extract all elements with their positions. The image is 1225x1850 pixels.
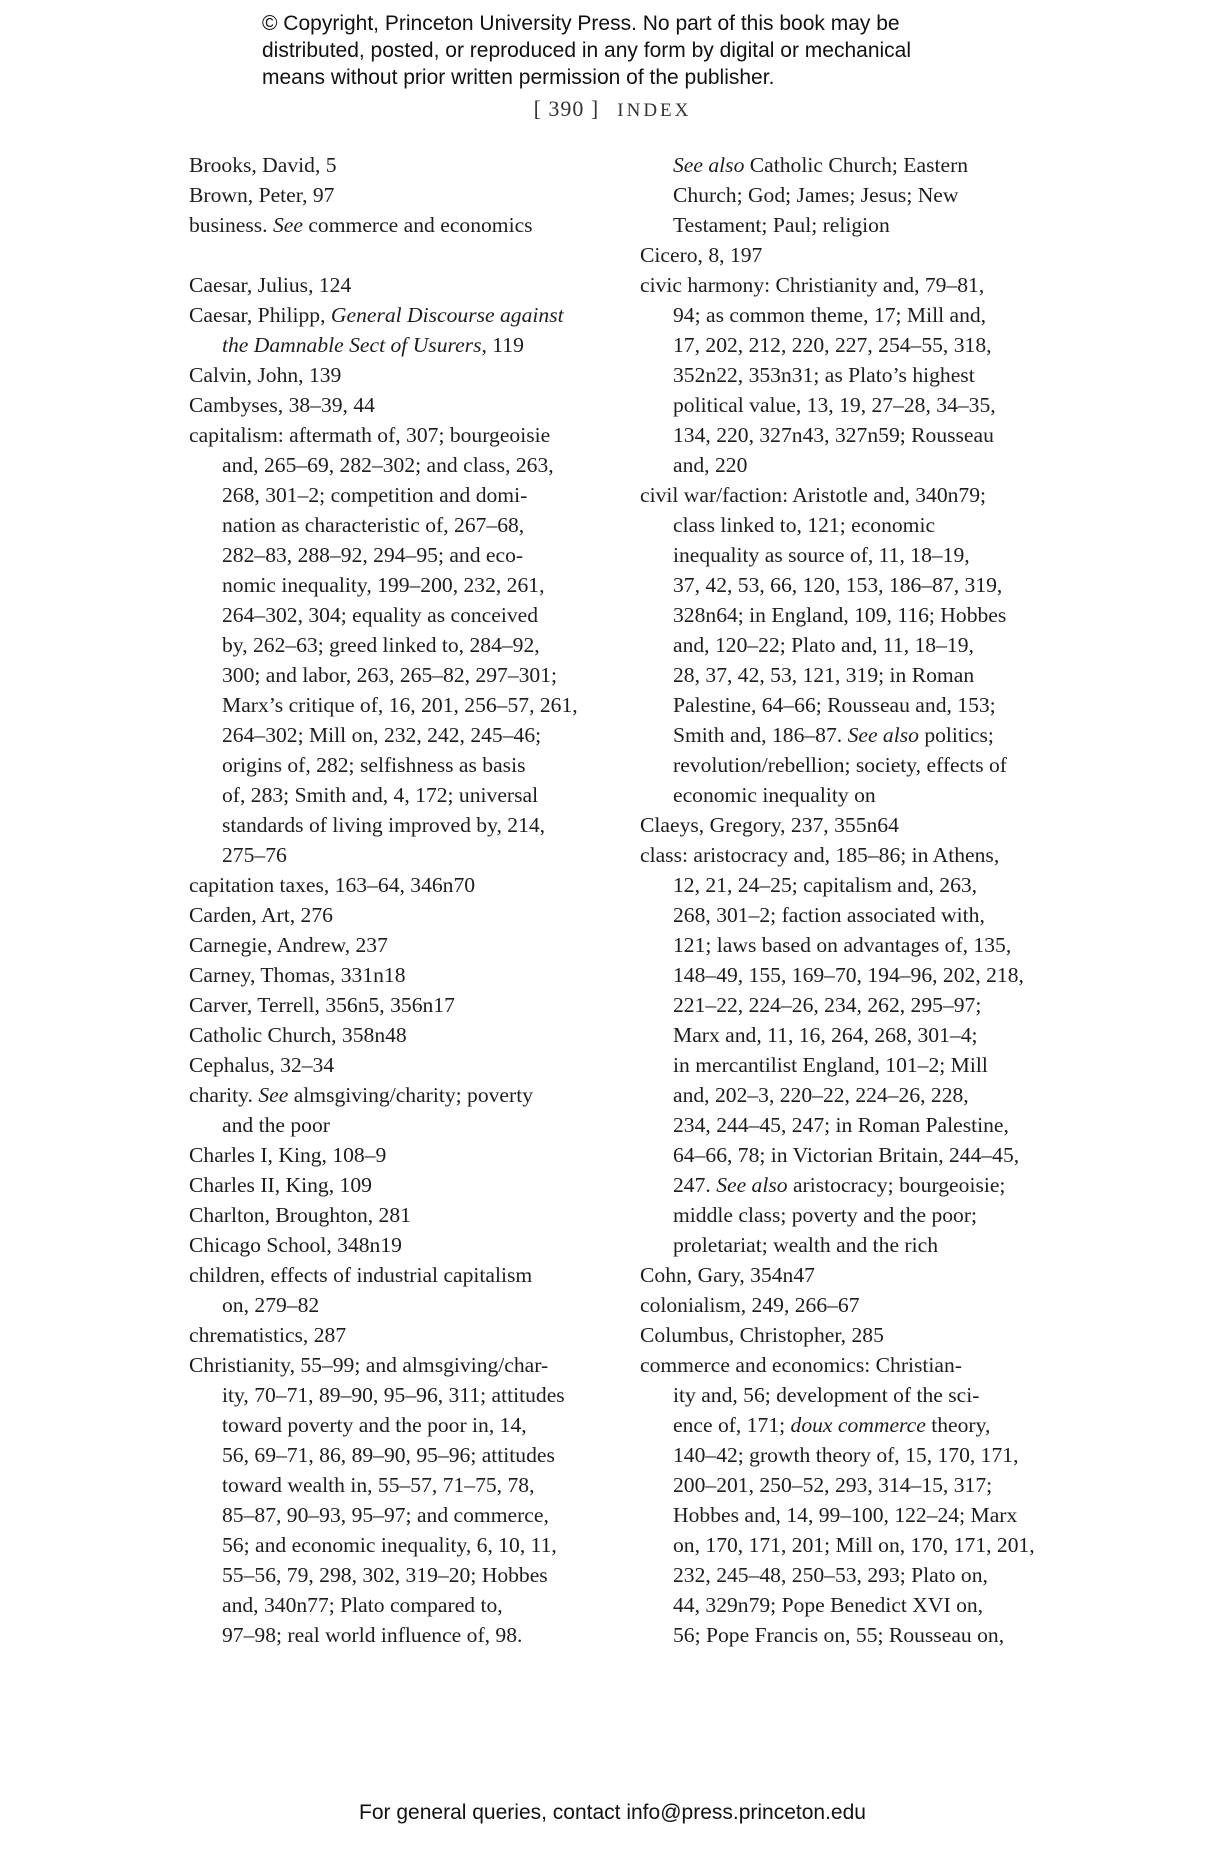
entry-line bbox=[673, 780, 1070, 810]
index-entry bbox=[189, 870, 609, 900]
entry-line bbox=[222, 810, 609, 840]
entry-line bbox=[222, 570, 609, 600]
entry-text: Calvin, John, 139 bbox=[189, 363, 342, 387]
entry-line bbox=[222, 1470, 609, 1500]
entry-text: origins of, 282; selfishness as basis bbox=[222, 753, 526, 777]
entry-line bbox=[189, 1200, 609, 1230]
entry-text: 232, 245–48, 250–53, 293; Plato on, bbox=[673, 1563, 988, 1587]
entry-line bbox=[673, 1470, 1070, 1500]
entry-line bbox=[222, 1410, 609, 1440]
index-entry bbox=[640, 240, 1070, 270]
copyright-line: distributed, posted, or reproduced in any form by digital or mechanical bbox=[262, 39, 912, 62]
entry-line bbox=[673, 330, 1070, 360]
index-entry bbox=[189, 420, 609, 870]
entry-text: Carver, Terrell, 356n5, 356n17 bbox=[189, 993, 455, 1017]
entry-line bbox=[189, 960, 609, 990]
entry-text: 247. bbox=[673, 1173, 717, 1197]
entry-line bbox=[640, 840, 1070, 870]
entry-text: almsgiving/charity; poverty bbox=[288, 1083, 534, 1107]
entry-text: proletariat; wealth and the rich bbox=[673, 1233, 939, 1257]
entry-text: nation as characteristic of, 267–68, bbox=[222, 513, 525, 537]
index-entry bbox=[640, 1260, 1070, 1290]
italic-text: See bbox=[258, 1083, 289, 1107]
entry-text: of, 283; Smith and, 4, 172; universal bbox=[222, 783, 539, 807]
entry-text: toward poverty and the poor in, 14, bbox=[222, 1413, 527, 1437]
entry-line bbox=[222, 840, 609, 870]
entry-line bbox=[640, 1260, 1070, 1290]
running-head bbox=[0, 96, 1225, 122]
entry-line bbox=[222, 1530, 609, 1560]
entry-line bbox=[640, 270, 1070, 300]
index-entry bbox=[189, 930, 609, 960]
index-entry-continued bbox=[640, 150, 1070, 240]
entry-text: Carnegie, Andrew, 237 bbox=[189, 933, 388, 957]
index-entry bbox=[189, 1350, 609, 1650]
entry-text: politics; bbox=[918, 723, 994, 747]
entry-text: 12, 21, 24–25; capitalism and, 263, bbox=[673, 873, 978, 897]
entry-line bbox=[640, 1320, 1070, 1350]
entry-text: 268, 301–2; faction associated with, bbox=[673, 903, 985, 927]
entry-line bbox=[673, 210, 1070, 240]
entry-text: colonialism, 249, 266–67 bbox=[640, 1293, 860, 1317]
index-entry bbox=[189, 900, 609, 930]
entry-line bbox=[673, 1440, 1070, 1470]
index-entry bbox=[189, 360, 609, 390]
footer-contact: For general queries, contact info@press.princeton.edu bbox=[359, 1801, 866, 1824]
entry-line bbox=[189, 420, 609, 450]
entry-line bbox=[673, 1530, 1070, 1560]
entry-text: commerce and economics bbox=[302, 213, 533, 237]
entry-text: business. bbox=[189, 213, 273, 237]
entry-text: capitation taxes, 163–64, 346n70 bbox=[189, 873, 476, 897]
entry-line bbox=[673, 1050, 1070, 1080]
entry-text: , 119 bbox=[481, 333, 524, 357]
entry-text: 352n22, 353n31; as Plato’s highest bbox=[673, 363, 975, 387]
page-number: [ 390 ] bbox=[533, 96, 600, 121]
entry-text: Charlton, Broughton, 281 bbox=[189, 1203, 411, 1227]
index-entry bbox=[189, 1200, 609, 1230]
entry-text: Christianity, 55–99; and almsgiving/char- bbox=[189, 1353, 549, 1377]
entry-line bbox=[640, 240, 1070, 270]
entry-line bbox=[673, 870, 1070, 900]
entry-line bbox=[222, 510, 609, 540]
entry-text: 55–56, 79, 298, 302, 319–20; Hobbes bbox=[222, 1563, 548, 1587]
entry-text: Cohn, Gary, 354n47 bbox=[640, 1263, 815, 1287]
italic-text: General Discourse against bbox=[330, 303, 564, 327]
entry-line bbox=[673, 1020, 1070, 1050]
entry-line bbox=[673, 1200, 1070, 1230]
entry-line bbox=[673, 720, 1070, 750]
entry-text: political value, 13, 19, 27–28, 34–35, bbox=[673, 393, 996, 417]
entry-line bbox=[222, 450, 609, 480]
entry-text: Claeys, Gregory, 237, 355n64 bbox=[640, 813, 899, 837]
entry-line bbox=[640, 1350, 1070, 1380]
entry-text: children, effects of industrial capitalism bbox=[189, 1263, 533, 1287]
entry-line bbox=[673, 450, 1070, 480]
entry-line bbox=[673, 1380, 1070, 1410]
entry-line bbox=[673, 180, 1070, 210]
entry-line bbox=[189, 300, 609, 330]
entry-text: civic harmony: Christianity and, 79–81, bbox=[640, 273, 985, 297]
entry-text: Smith and, 186–87. bbox=[673, 723, 848, 747]
entry-line bbox=[673, 1500, 1070, 1530]
entry-text: Chicago School, 348n19 bbox=[189, 1233, 402, 1257]
entry-line bbox=[189, 150, 609, 180]
entry-line bbox=[222, 630, 609, 660]
entry-line bbox=[189, 360, 609, 390]
entry-line bbox=[222, 330, 609, 360]
entry-text: capitalism: aftermath of, 307; bourgeoisie bbox=[189, 423, 551, 447]
entry-line bbox=[189, 1020, 609, 1050]
entry-line bbox=[189, 900, 609, 930]
entry-line bbox=[222, 1500, 609, 1530]
entry-text: 148–49, 155, 169–70, 194–96, 202, 218, bbox=[673, 963, 1024, 987]
entry-text: Carney, Thomas, 331n18 bbox=[189, 963, 406, 987]
section-title: INDEX bbox=[617, 100, 692, 121]
entry-text: Cambyses, 38–39, 44 bbox=[189, 393, 375, 417]
entry-line bbox=[189, 1170, 609, 1200]
entry-text: 44, 329n79; Pope Benedict XVI on, bbox=[673, 1593, 984, 1617]
entry-line bbox=[673, 690, 1070, 720]
entry-text: 328n64; in England, 109, 116; Hobbes bbox=[673, 603, 1007, 627]
entry-text: ity, 70–71, 89–90, 95–96, 311; attitudes bbox=[222, 1383, 565, 1407]
entry-line bbox=[189, 180, 609, 210]
index-entry bbox=[640, 1290, 1070, 1320]
entry-text: 300; and labor, 263, 265–82, 297–301; bbox=[222, 663, 558, 687]
entry-text: 56; Pope Francis on, 55; Rousseau on, bbox=[673, 1623, 1005, 1647]
entry-text: Brown, Peter, 97 bbox=[189, 183, 335, 207]
entry-line bbox=[222, 1290, 609, 1320]
entry-line bbox=[673, 360, 1070, 390]
entry-text: and, 202–3, 220–22, 224–26, 228, bbox=[673, 1083, 969, 1107]
entry-text: Caesar, Julius, 124 bbox=[189, 273, 352, 297]
index-entry bbox=[189, 270, 609, 300]
entry-line bbox=[222, 480, 609, 510]
entry-line bbox=[222, 1110, 609, 1140]
entry-text: and the poor bbox=[222, 1113, 330, 1137]
entry-line bbox=[673, 1080, 1070, 1110]
entry-text: 134, 220, 327n43, 327n59; Rousseau bbox=[673, 423, 994, 447]
italic-text: See also bbox=[673, 153, 745, 177]
entry-text: 275–76 bbox=[222, 843, 287, 867]
entry-text: and, 340n77; Plato compared to, bbox=[222, 1593, 503, 1617]
entry-line bbox=[222, 720, 609, 750]
index-column-right bbox=[640, 150, 1070, 1650]
entry-line bbox=[222, 540, 609, 570]
entry-line bbox=[222, 1590, 609, 1620]
entry-text: on, 279–82 bbox=[222, 1293, 320, 1317]
entry-line bbox=[189, 1050, 609, 1080]
entry-line bbox=[673, 1590, 1070, 1620]
entry-line bbox=[673, 930, 1070, 960]
entry-line bbox=[673, 750, 1070, 780]
entry-text: standards of living improved by, 214, bbox=[222, 813, 546, 837]
entry-text: 85–87, 90–93, 95–97; and commerce, bbox=[222, 1503, 549, 1527]
entry-text: 56; and economic inequality, 6, 10, 11, bbox=[222, 1533, 557, 1557]
entry-text: 121; laws based on advantages of, 135, bbox=[673, 933, 1012, 957]
entry-text: middle class; poverty and the poor; bbox=[673, 1203, 978, 1227]
index-entry bbox=[640, 270, 1070, 480]
entry-line bbox=[640, 1290, 1070, 1320]
entry-line bbox=[673, 1230, 1070, 1260]
entry-text: ity and, 56; development of the sci- bbox=[673, 1383, 980, 1407]
index-entry bbox=[640, 1350, 1070, 1650]
entry-line bbox=[673, 1140, 1070, 1170]
entry-text: 264–302; Mill on, 232, 242, 245–46; bbox=[222, 723, 542, 747]
entry-line bbox=[640, 810, 1070, 840]
entry-line bbox=[673, 1410, 1070, 1440]
italic-text: doux commerce bbox=[790, 1413, 926, 1437]
entry-text: 282–83, 288–92, 294–95; and eco- bbox=[222, 543, 524, 567]
entry-line bbox=[673, 570, 1070, 600]
index-entry bbox=[640, 840, 1070, 1260]
entry-text: Brooks, David, 5 bbox=[189, 153, 337, 177]
entry-line bbox=[189, 1230, 609, 1260]
entry-line bbox=[189, 1140, 609, 1170]
entry-text: Testament; Paul; religion bbox=[673, 213, 890, 237]
index-column-left bbox=[189, 150, 609, 1650]
entry-line bbox=[673, 540, 1070, 570]
entry-text: Hobbes and, 14, 99–100, 122–24; Marx bbox=[673, 1503, 1018, 1527]
entry-text: toward wealth in, 55–57, 71–75, 78, bbox=[222, 1473, 535, 1497]
index-entry bbox=[189, 1050, 609, 1080]
entry-text: Charles II, King, 109 bbox=[189, 1173, 372, 1197]
copyright-line: means without prior written permission of the publisher. bbox=[262, 66, 775, 89]
entry-text: Columbus, Christopher, 285 bbox=[640, 1323, 884, 1347]
entry-line bbox=[222, 1620, 609, 1650]
entry-line bbox=[189, 1080, 609, 1110]
entry-text: 17, 202, 212, 220, 227, 254–55, 318, bbox=[673, 333, 992, 357]
entry-line bbox=[673, 600, 1070, 630]
entry-text: Palestine, 64–66; Rousseau and, 153; bbox=[673, 693, 996, 717]
entry-text: 200–201, 250–52, 293, 314–15, 317; bbox=[673, 1473, 993, 1497]
index-entry bbox=[189, 1170, 609, 1200]
entry-text: 97–98; real world influence of, 98. bbox=[222, 1623, 523, 1647]
entry-text: Marx’s critique of, 16, 201, 256–57, 261, bbox=[222, 693, 578, 717]
entry-text: on, 170, 171, 201; Mill on, 170, 171, 201, bbox=[673, 1533, 1035, 1557]
entry-line bbox=[222, 750, 609, 780]
entry-line bbox=[673, 900, 1070, 930]
entry-text: class: aristocracy and, 185–86; in Athens, bbox=[640, 843, 1000, 867]
copyright-line: © Copyright, Princeton University Press. No part of this book may be bbox=[262, 12, 900, 35]
entry-text: theory, bbox=[925, 1413, 991, 1437]
entry-text: 264–302, 304; equality as conceived bbox=[222, 603, 539, 627]
entry-text: class linked to, 121; economic bbox=[673, 513, 936, 537]
entry-text: Catholic Church, 358n48 bbox=[189, 1023, 407, 1047]
index-entry bbox=[189, 1140, 609, 1170]
index-entry bbox=[189, 390, 609, 420]
entry-text: Catholic Church; Eastern bbox=[744, 153, 969, 177]
entry-text: 268, 301–2; competition and domi- bbox=[222, 483, 528, 507]
entry-line bbox=[673, 510, 1070, 540]
entry-text: inequality as source of, 11, 18–19, bbox=[673, 543, 970, 567]
entry-line bbox=[222, 660, 609, 690]
entry-line bbox=[189, 390, 609, 420]
entry-line bbox=[189, 270, 609, 300]
entry-line bbox=[222, 780, 609, 810]
entry-line bbox=[673, 390, 1070, 420]
entry-text: and, 120–22; Plato and, 11, 18–19, bbox=[673, 633, 974, 657]
entry-line bbox=[673, 630, 1070, 660]
entry-text: charity. bbox=[189, 1083, 259, 1107]
entry-text: 28, 37, 42, 53, 121, 319; in Roman bbox=[673, 663, 975, 687]
entry-text: aristocracy; bourgeoisie; bbox=[787, 1173, 1006, 1197]
letter-group-gap bbox=[189, 240, 609, 270]
entry-line bbox=[189, 870, 609, 900]
entry-text: Caesar, Philipp, bbox=[189, 303, 331, 327]
entry-text: nomic inequality, 199–200, 232, 261, bbox=[222, 573, 545, 597]
entry-line bbox=[673, 960, 1070, 990]
entry-line bbox=[189, 210, 609, 240]
italic-text: See also bbox=[716, 1173, 788, 1197]
entry-text: chrematistics, 287 bbox=[189, 1323, 347, 1347]
italic-text: See bbox=[272, 213, 303, 237]
entry-line bbox=[222, 690, 609, 720]
entry-line bbox=[673, 1170, 1070, 1200]
italic-text: the Damnable Sect of Usurers bbox=[222, 333, 482, 357]
entry-text: Cicero, 8, 197 bbox=[640, 243, 763, 267]
entry-text: 140–42; growth theory of, 15, 170, 171, bbox=[673, 1443, 1019, 1467]
entry-line bbox=[189, 990, 609, 1020]
entry-text: 94; as common theme, 17; Mill and, bbox=[673, 303, 987, 327]
entry-text: ence of, 171; bbox=[673, 1413, 791, 1437]
index-entry bbox=[189, 300, 609, 360]
entry-line bbox=[673, 1620, 1070, 1650]
index-entry bbox=[640, 480, 1070, 810]
index-entry bbox=[189, 1020, 609, 1050]
entry-text: Cephalus, 32–34 bbox=[189, 1053, 335, 1077]
index-entry bbox=[189, 960, 609, 990]
entry-line bbox=[222, 600, 609, 630]
index-entry bbox=[189, 1230, 609, 1260]
index-entry bbox=[189, 1080, 609, 1140]
entry-line bbox=[222, 1380, 609, 1410]
entry-line bbox=[189, 1350, 609, 1380]
index-entry bbox=[189, 150, 609, 180]
entry-text: 221–22, 224–26, 234, 262, 295–97; bbox=[673, 993, 982, 1017]
entry-line bbox=[673, 660, 1070, 690]
entry-line bbox=[222, 1440, 609, 1470]
entry-text: and, 265–69, 282–302; and class, 263, bbox=[222, 453, 554, 477]
entry-text: revolution/rebellion; society, effects of bbox=[673, 753, 1007, 777]
entry-line bbox=[673, 990, 1070, 1020]
index-entry bbox=[189, 1320, 609, 1350]
entry-text: in mercantilist England, 101–2; Mill bbox=[673, 1053, 988, 1077]
entry-line bbox=[673, 150, 1070, 180]
entry-line bbox=[640, 480, 1070, 510]
entry-text: 234, 244–45, 247; in Roman Palestine, bbox=[673, 1113, 1009, 1137]
entry-text: Carden, Art, 276 bbox=[189, 903, 333, 927]
entry-text: by, 262–63; greed linked to, 284–92, bbox=[222, 633, 540, 657]
index-entry bbox=[640, 1320, 1070, 1350]
index-entry bbox=[640, 810, 1070, 840]
entry-text: Marx and, 11, 16, 264, 268, 301–4; bbox=[673, 1023, 978, 1047]
index-entry bbox=[189, 990, 609, 1020]
entry-line bbox=[673, 420, 1070, 450]
index-entry bbox=[189, 210, 609, 240]
entry-text: commerce and economics: Christian- bbox=[640, 1353, 962, 1377]
entry-text: and, 220 bbox=[673, 453, 748, 477]
index-entry bbox=[189, 1260, 609, 1320]
entry-line bbox=[189, 930, 609, 960]
entry-text: 37, 42, 53, 66, 120, 153, 186–87, 319, bbox=[673, 573, 1003, 597]
entry-line bbox=[222, 1560, 609, 1590]
entry-line bbox=[673, 300, 1070, 330]
entry-line bbox=[673, 1560, 1070, 1590]
italic-text: See also bbox=[847, 723, 919, 747]
entry-text: Church; God; James; Jesus; New bbox=[673, 183, 959, 207]
entry-text: civil war/faction: Aristotle and, 340n79; bbox=[640, 483, 987, 507]
copyright-notice bbox=[262, 10, 1022, 91]
entry-line bbox=[673, 1110, 1070, 1140]
entry-text: Charles I, King, 108–9 bbox=[189, 1143, 387, 1167]
entry-text: 56, 69–71, 86, 89–90, 95–96; attitudes bbox=[222, 1443, 555, 1467]
index-entry bbox=[189, 180, 609, 210]
entry-line bbox=[189, 1260, 609, 1290]
entry-text: 64–66, 78; in Victorian Britain, 244–45, bbox=[673, 1143, 1020, 1167]
entry-line bbox=[189, 1320, 609, 1350]
entry-text: economic inequality on bbox=[673, 783, 876, 807]
